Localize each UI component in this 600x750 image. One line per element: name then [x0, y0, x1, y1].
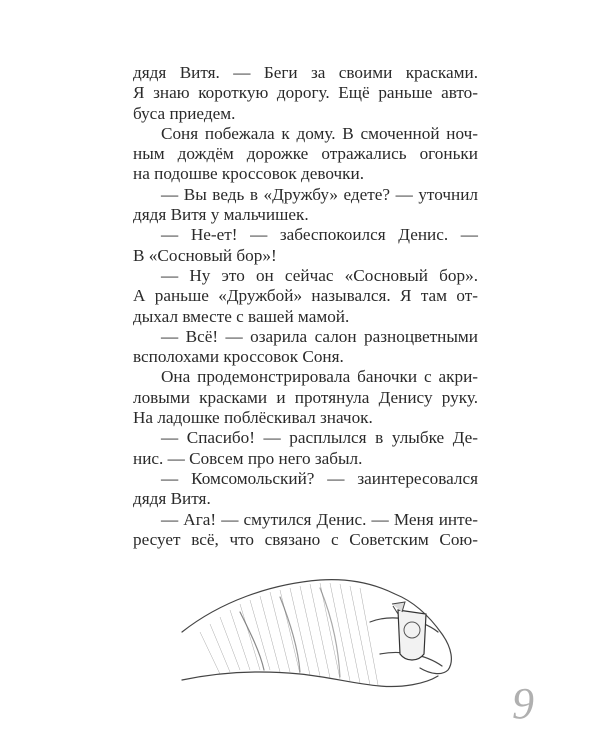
- text-line: буса приедем.: [133, 103, 236, 123]
- text-line: дядя Витя. — Беги за своими красками.: [133, 63, 478, 82]
- text-line: на подошве кроссовок девочки.: [133, 164, 364, 184]
- text-line: ресует всё, что связано с Советским Сою-: [133, 529, 478, 549]
- text-line: На ладошке поблёскивал значок.: [133, 408, 373, 428]
- text-line: нис. — Совсем про него забыл.: [133, 448, 363, 468]
- text-line: дядя Витя.: [133, 489, 211, 509]
- text-line: ным дождём дорожке отражались огоньки: [133, 144, 478, 164]
- text-line: — Спасибо! — расплылся в улыбке Де-: [161, 428, 478, 448]
- body-text: [133, 63, 478, 550]
- page-number: 9: [512, 679, 534, 728]
- hand-with-badge-illustration: [180, 562, 465, 697]
- text-line: всполохами кроссовок Соня.: [133, 347, 344, 367]
- text-line: — Не-ет! — забеспокоился Денис. —: [161, 225, 478, 245]
- text-line: ловыми красками и протянула Денису руку.: [133, 387, 478, 407]
- text-line: Соня побежала к дому. В смоченной ноч-: [161, 123, 478, 143]
- text-line: — Всё! — озарила салон разноцветными: [161, 326, 478, 346]
- text-line: В «Сосновый бор»!: [133, 245, 277, 265]
- text-line: А раньше «Дружбой» назывался. Я там от-: [133, 286, 478, 306]
- text-line: — Вы ведь в «Дружбу» едете? — уточнил: [161, 184, 478, 204]
- text-line: — Ага! — смутился Денис. — Меня инте-: [161, 509, 478, 529]
- text-line: — Ну это он сейчас «Сосновый бор».: [161, 265, 478, 285]
- text-line: дыхал вместе с вашей мамой.: [133, 306, 350, 326]
- text-line: дядя Витя у мальчишек.: [133, 205, 309, 225]
- text-line: Я знаю короткую дорогу. Ещё раньше авто-: [133, 83, 478, 103]
- text-line: Она продемонстрировала баночки с акри-: [161, 367, 478, 387]
- text-line: — Комсомольский? — заинтересовался: [161, 468, 478, 488]
